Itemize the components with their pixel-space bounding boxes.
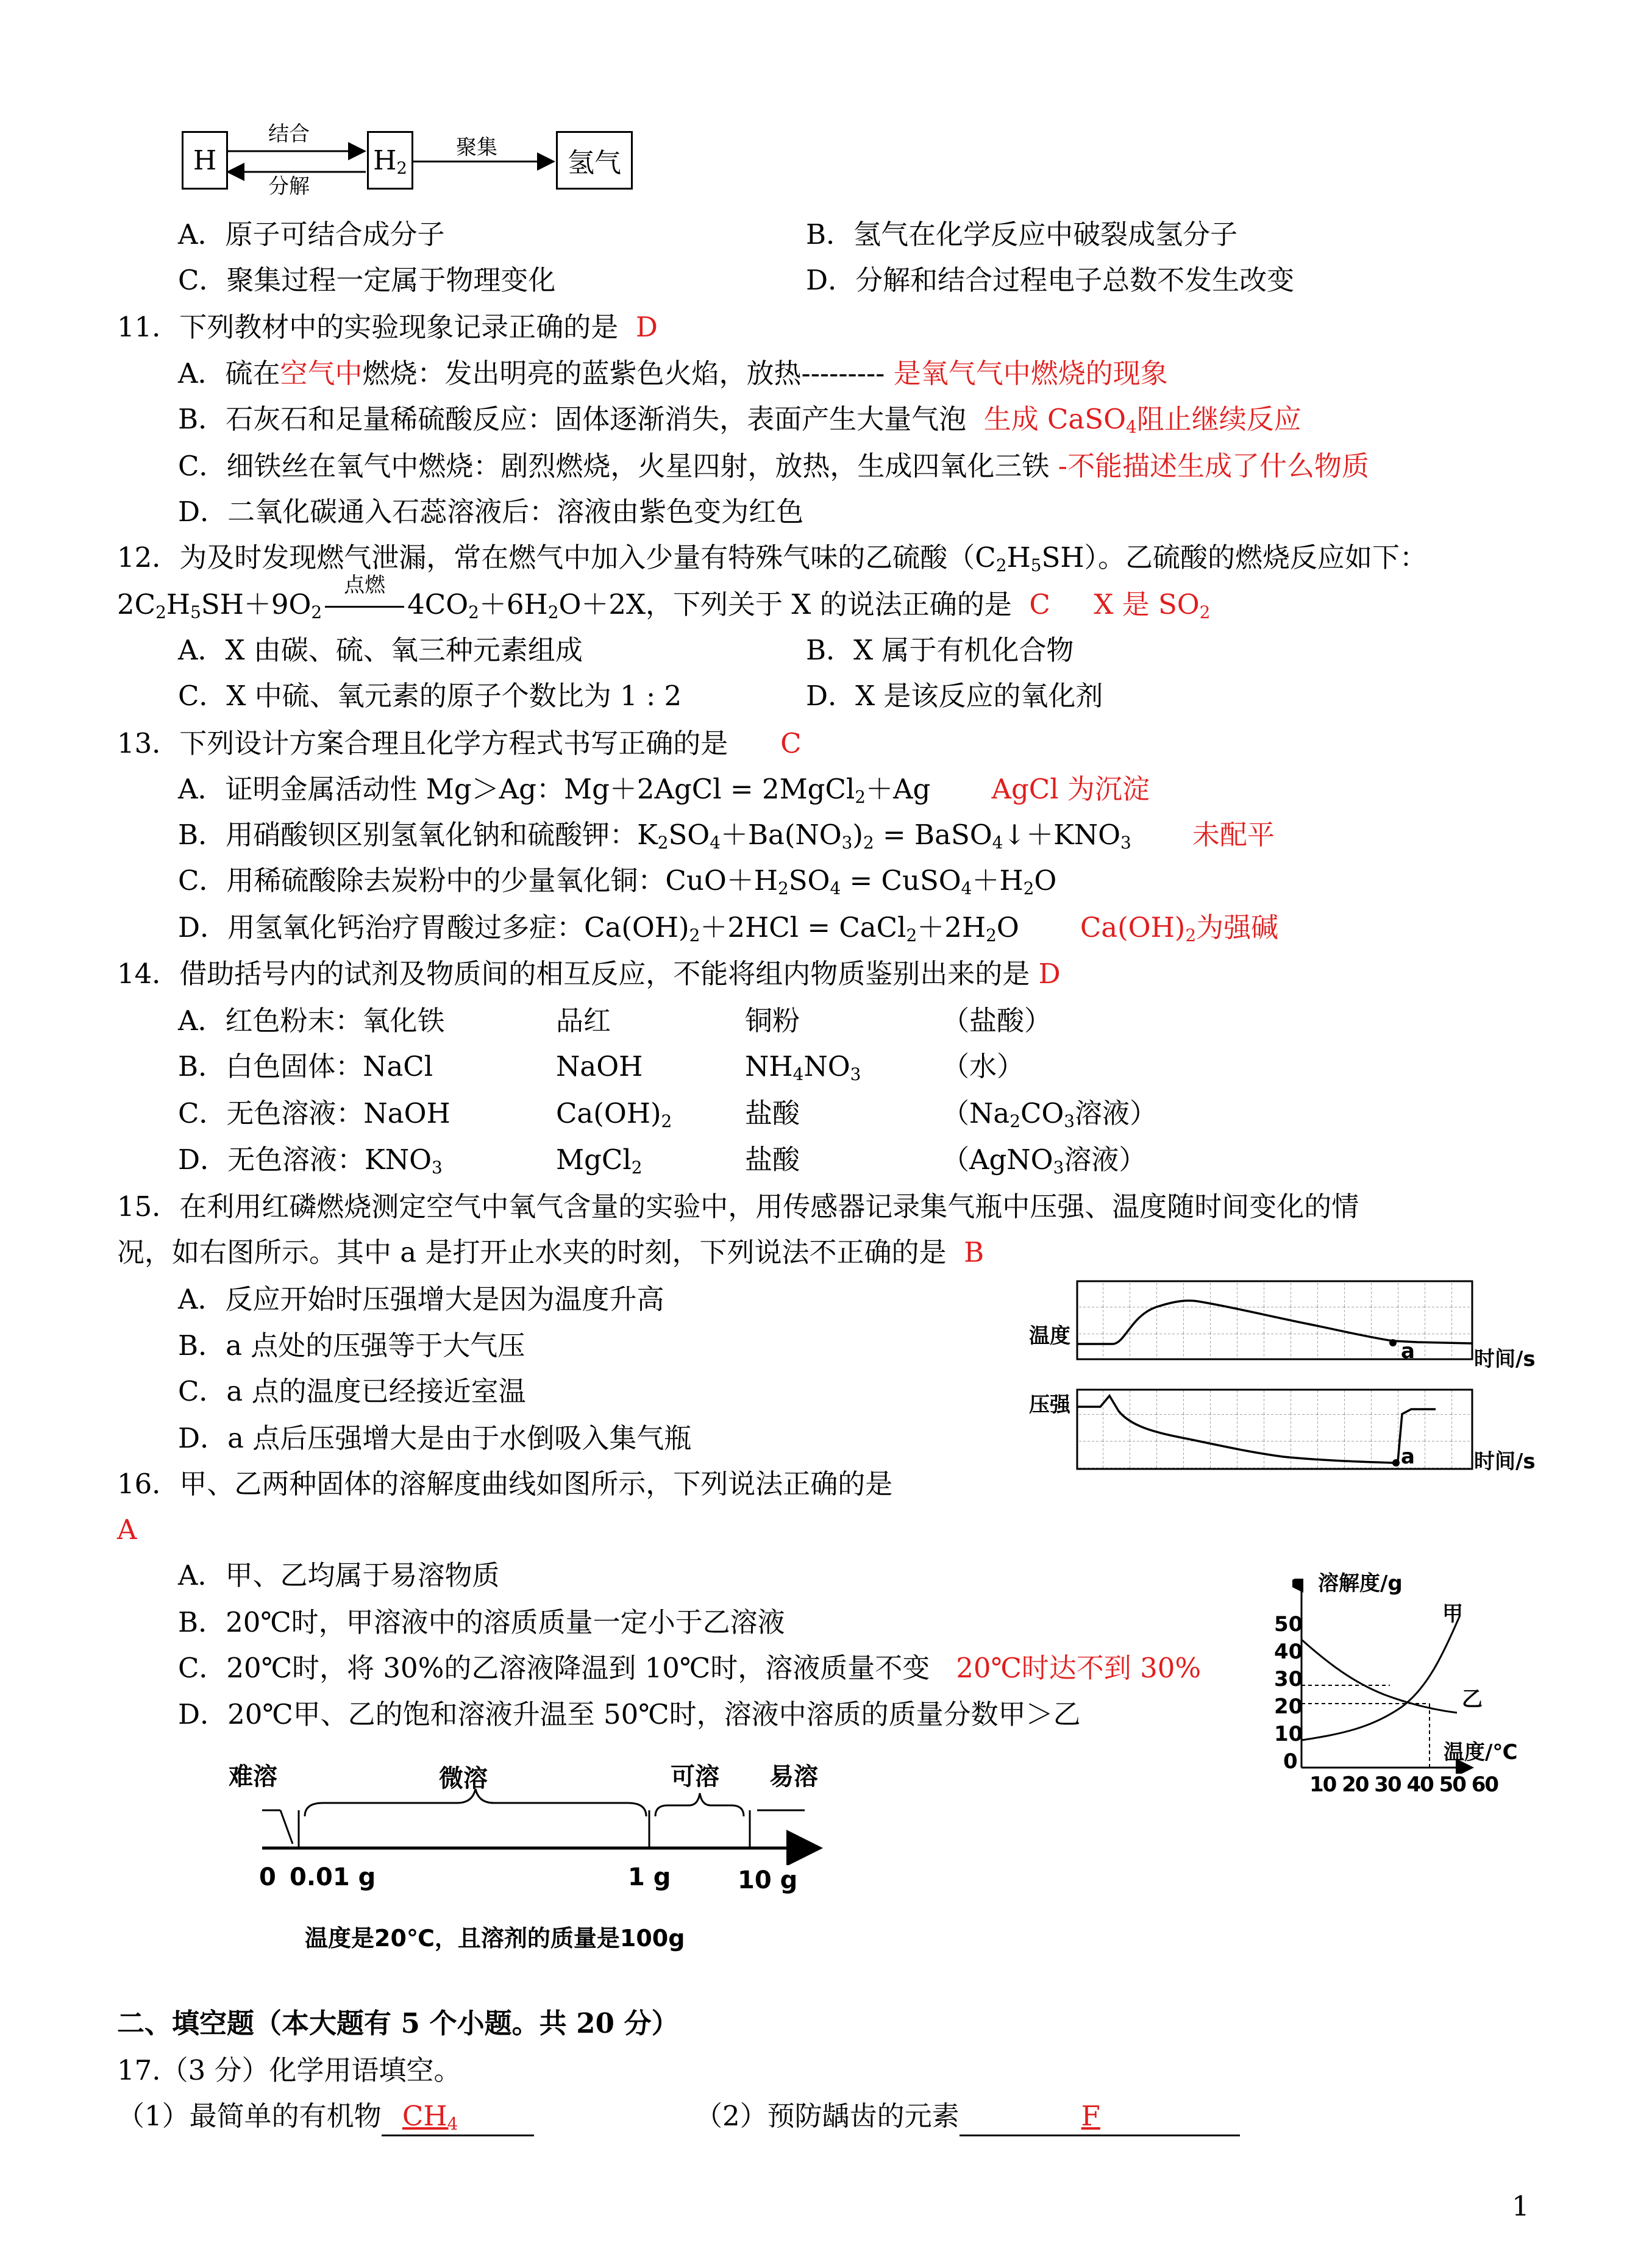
q14-row-b-label: B．白色固体：NaCl xyxy=(178,1050,433,1082)
q13-option-a: A．证明金属活动性 Mg＞Ag：Mg＋2AgCl = 2MgCl$_2$＋Ag AgCl 为沉淀 xyxy=(178,773,1150,807)
juji-label: 聚集 xyxy=(456,135,497,160)
time-axis-label-top: 时间/s xyxy=(1474,1347,1536,1371)
h2-label: $H_2$ xyxy=(373,144,407,178)
q15-stem-line1: 15．在利用红磷燃烧测定空气中氧气含量的实验中，用传感器记录集气瓶中压强、温度随时间变化的情 xyxy=(117,1190,1359,1223)
ytick-30: 30 xyxy=(1274,1667,1303,1691)
q16-option-c: C．20℃时，将 30%的乙溶液降温到 10℃时，溶液质量不变 20℃时达不到 30% xyxy=(178,1652,1202,1684)
q14-row-d-reagent: （AgNO$_3$溶液） xyxy=(942,1143,1147,1178)
q17-part2: （2）预防龋齿的元素 F xyxy=(695,2098,1240,2136)
q12-note: X 是 $SO_2$ xyxy=(1094,588,1211,622)
q14-row-c-reagent: （$Na_2CO_3$溶液） xyxy=(942,1097,1158,1131)
q10-option-d: D．分解和结合过程电子总数不发生改变 xyxy=(806,264,1295,296)
q11-option-d: D．二氧化碳通入石蕊溶液后：溶液由紫色变为红色 xyxy=(178,496,804,528)
q17-stem: 17.（3 分）化学用语填空。 xyxy=(117,2054,461,2086)
q14-row-c-item2: $Ca(OH)_2$ xyxy=(556,1097,672,1131)
q12-option-d: D．X 是该反应的氧化剂 xyxy=(806,680,1103,712)
q14-stem: 14．借助括号内的试剂及物质间的相互反应，不能将组内物质鉴别出来的是 D xyxy=(117,958,1061,990)
q16-answer: A xyxy=(117,1513,137,1546)
curve-yi-label: 乙 xyxy=(1462,1687,1483,1712)
diagram-arrows xyxy=(226,140,558,183)
ytick-50: 50 xyxy=(1274,1612,1303,1637)
time-axis-label-bottom: 时间/s xyxy=(1474,1449,1536,1474)
q12-stem: 12．为及时发现燃气泄漏，常在燃气中加入少量有特殊气味的乙硫酸$(C_2H_5SH)$。乙硫酸的燃烧反应如下： xyxy=(117,541,1428,575)
q16-stem: 16．甲、乙两种固体的溶解度曲线如图所示，下列说法正确的是 xyxy=(117,1468,893,1500)
qing-label: 氢气 xyxy=(568,148,621,179)
scale-axis xyxy=(256,1786,829,1865)
q15-option-c: C．a 点的温度已经接近室温 xyxy=(178,1375,526,1407)
scale-label-kerong: 可溶 xyxy=(671,1763,719,1791)
solubility-curves xyxy=(1292,1579,1475,1774)
q10-option-b: B．氢气在化学反应中破裂成氢分子 xyxy=(806,218,1238,251)
q14-row-d-item2: MgCl$_2$ xyxy=(556,1143,643,1178)
q17-part2-answer-blank[interactable] xyxy=(960,2098,1240,2136)
q12-equation: $2C_2H_5SH+9O_2$ 点燃 $4CO_2+6H_2O+2X$，下列关于 X 的说法正确的是 C X 是 $SO_2$ xyxy=(117,573,1211,622)
q15-answer: B xyxy=(964,1236,985,1268)
sensor-curves xyxy=(1076,1280,1478,1481)
q14-answer: D xyxy=(1038,958,1061,990)
hydrogen-gas-box xyxy=(556,131,633,190)
q11-option-c: C．细铁丝在氧气中燃烧：剧烈燃烧，火星四射，放热，生成四氧化三铁 -不能描述生成了什么物质 xyxy=(178,450,1369,482)
ytick-20: 20 xyxy=(1274,1694,1303,1719)
q17-part2-answer: F xyxy=(1081,2100,1100,2132)
q16-c-note: 20℃时达不到 30% xyxy=(956,1652,1202,1684)
q10-option-c: C．聚集过程一定属于物理变化 xyxy=(178,264,556,296)
page-number: 1 xyxy=(1512,2190,1529,2222)
q11-option-b: B．石灰石和足量稀硫酸反应：固体逐渐消失，表面产生大量气泡 生成 CaSO$_4$阻止继续反应 xyxy=(178,403,1301,437)
q11-a-note: 是氧气气中燃烧的现象 xyxy=(893,357,1168,389)
q17-part1: （1）最简单的有机物 $CH_4$ xyxy=(117,2098,534,2136)
q14-row-a-label: A．红色粉末：氧化铁 xyxy=(178,1004,445,1037)
section2-title: 二、填空题（本大题有 5 个小题。共 20 分） xyxy=(117,2007,679,2039)
q10-option-a: A．原子可结合成分子 xyxy=(178,218,445,251)
q12-answer: C xyxy=(1029,588,1050,620)
q11-option-a: A．硫在空气中燃烧：发出明亮的蓝紫色火焰，放热--------- 是氧气气中燃烧的现象 xyxy=(178,357,1168,389)
scale-tick-001: 0.01 g xyxy=(290,1863,376,1891)
q13-stem: 13．下列设计方案合理且化学方程式书写正确的是 C xyxy=(117,727,802,759)
q14-row-a-item2: 品红 xyxy=(556,1004,611,1037)
q17-part1-answer: $CH_4$ xyxy=(402,2100,458,2134)
q11-stem: 11．下列教材中的实验现象记录正确的是 D xyxy=(117,311,658,343)
q14-row-b-item3: $NH_4NO_3$ xyxy=(745,1050,861,1084)
jiehe-label: 结合 xyxy=(268,122,310,146)
q16-option-a: A．甲、乙均属于易溶物质 xyxy=(178,1559,500,1591)
q13-a-note: AgCl 为沉淀 xyxy=(991,773,1150,805)
q15-stem-line2: 况，如右图所示。其中 a 是打开止水夹的时刻，下列说法不正确的是 B xyxy=(117,1236,985,1268)
q13-option-d: D．用氢氧化钙治疗胃酸过多症：$Ca(OH)_2+2HCl$ = $CaCl_2+2H_2O$ $Ca(OH)_2$为强碱 xyxy=(178,911,1279,945)
xticks: 10 20 30 40 50 60 xyxy=(1309,1772,1498,1797)
scale-label-weirong: 微溶 xyxy=(439,1765,488,1793)
reaction-condition: 点燃 xyxy=(322,586,407,623)
scale-tick-0: 0 xyxy=(259,1863,276,1891)
q14-row-c-label: C．无色溶液：NaOH xyxy=(178,1097,450,1129)
q13-option-b: B．用硝酸钡区别氢氧化钠和硫酸钾：$K_2SO_4+Ba(NO_3)_2$ = $BaSO_4↓+KNO_3$ 未配平 xyxy=(178,819,1275,853)
scale-tick-1: 1 g xyxy=(628,1863,671,1891)
q14-row-a-reagent: （盐酸） xyxy=(942,1004,1052,1037)
fenjie-label: 分解 xyxy=(268,174,310,199)
q11-answer: D xyxy=(635,311,658,343)
q14-row-b-reagent: （水） xyxy=(942,1050,1025,1082)
scale-label-yirong: 易溶 xyxy=(769,1763,818,1791)
q14-row-d-label: D．无色溶液：$KNO_3$ xyxy=(178,1143,443,1178)
temp-axis-label: 温度 xyxy=(1029,1324,1070,1348)
q12-option-a: A．X 由碳、硫、氧三种元素组成 xyxy=(178,634,583,666)
solubility-x-label: 温度/℃ xyxy=(1444,1740,1518,1765)
q13-answer: C xyxy=(780,727,802,759)
scale-tick-10: 10 g xyxy=(738,1866,798,1894)
scale-label-nanrong: 难溶 xyxy=(229,1763,277,1791)
pressure-axis-label: 压强 xyxy=(1029,1393,1070,1417)
q13-b-note: 未配平 xyxy=(1192,819,1275,851)
ytick-40: 40 xyxy=(1274,1640,1303,1664)
q11-c-note: -不能描述生成了什么物质 xyxy=(1058,450,1369,482)
q14-row-a-item3: 铜粉 xyxy=(745,1004,800,1037)
q13-d-note: $Ca(OH)_2$为强碱 xyxy=(1080,911,1279,945)
q15-option-b: B．a 点处的压强等于大气压 xyxy=(178,1329,525,1362)
h-atom-box xyxy=(182,131,228,190)
q14-row-c-item3: 盐酸 xyxy=(745,1097,800,1129)
q12-option-b: B．X 属于有机化合物 xyxy=(806,634,1074,666)
q13-option-c: C．用稀硫酸除去炭粉中的少量氧化铜：$CuO+H_2SO_4$ = $CuSO_4+H_2O$ xyxy=(178,864,1057,898)
curve-jia-label: 甲 xyxy=(1442,1602,1463,1626)
q16-option-d: D．20℃甲、乙的饱和溶液升温至 50℃时，溶液中溶质的质量分数甲＞乙 xyxy=(178,1698,1081,1730)
q14-row-d-item3: 盐酸 xyxy=(745,1143,800,1176)
q15-option-a: A．反应开始时压强增大是因为温度升高 xyxy=(178,1283,664,1315)
q14-row-b-item2: NaOH xyxy=(556,1050,643,1082)
ytick-10: 10 xyxy=(1274,1722,1303,1746)
q16-option-b: B．20℃时，甲溶液中的溶质质量一定小于乙溶液 xyxy=(178,1606,785,1638)
solubility-y-label: 溶解度/g xyxy=(1318,1571,1403,1596)
scale-caption: 温度是20℃，且溶剂的质量是100g xyxy=(305,1925,685,1952)
ytick-0: 0 xyxy=(1283,1749,1298,1774)
h-label: H xyxy=(193,144,217,176)
q11-b-note: 生成 CaSO$_4$阻止继续反应 xyxy=(983,403,1301,437)
q12-option-c: C．X 中硫、氧元素的原子个数比为 1 : 2 xyxy=(178,680,682,712)
q17-part1-answer-blank[interactable] xyxy=(382,2098,534,2136)
q15-option-d: D．a 点后压强增大是由于水倒吸入集气瓶 xyxy=(178,1422,692,1454)
